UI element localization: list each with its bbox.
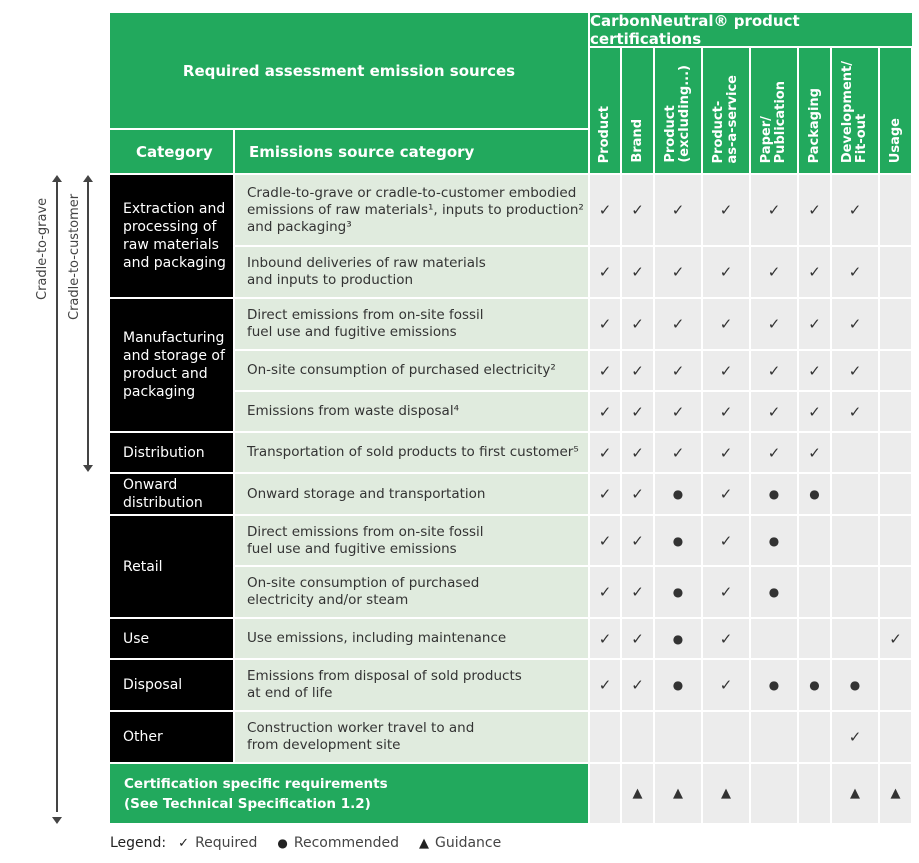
check-icon: ✓ bbox=[719, 263, 733, 281]
emission-source-cell: Cradle-to-grave or cradle-to-customer embodied emissions of raw materials¹, inputs to production² and packaging³ bbox=[235, 175, 588, 245]
matrix-cell bbox=[622, 392, 653, 431]
check-icon: ✓ bbox=[631, 361, 644, 380]
arrow-down-icon bbox=[83, 465, 93, 472]
matrix-cell bbox=[751, 516, 797, 565]
emission-source-cell: Transportation of sold products to first customer⁵ bbox=[235, 433, 588, 472]
check-icon: ✓ bbox=[671, 315, 685, 333]
dot-icon: ● bbox=[672, 631, 684, 646]
matrix-cell bbox=[799, 474, 830, 514]
check-icon: ✓ bbox=[889, 629, 902, 648]
matrix-cell bbox=[880, 619, 911, 658]
matrix-cell bbox=[799, 175, 830, 245]
matrix-cell bbox=[655, 299, 701, 349]
matrix-cell bbox=[751, 619, 797, 658]
check-icon: ✓ bbox=[598, 201, 612, 219]
matrix-cell bbox=[655, 764, 701, 823]
emission-source-cell: Direct emissions from on-site fossil fuel use and fugitive emissions bbox=[235, 516, 588, 565]
matrix-cell bbox=[590, 619, 620, 658]
matrix-cell bbox=[799, 712, 830, 762]
matrix-cell bbox=[799, 516, 830, 565]
matrix-cell bbox=[590, 660, 620, 710]
matrix-cell bbox=[880, 474, 911, 514]
certification-specific-requirements: Certification specific requirements (See Technical Specification 1.2) bbox=[110, 764, 588, 823]
check-icon: ✓ bbox=[631, 485, 644, 503]
matrix-cell bbox=[799, 567, 830, 617]
check-icon: ✓ bbox=[719, 361, 733, 380]
matrix-cell bbox=[655, 660, 701, 710]
matrix-cell bbox=[832, 619, 878, 658]
legend bbox=[110, 832, 530, 854]
matrix-cell bbox=[655, 247, 701, 297]
cert-column-label: Usage bbox=[887, 117, 903, 163]
cert-column-header bbox=[655, 48, 701, 173]
matrix-cell bbox=[703, 433, 749, 472]
matrix-cell bbox=[832, 247, 878, 297]
emission-source-cell: Construction worker travel to and from development site bbox=[235, 712, 588, 762]
check-icon: ✓ bbox=[808, 263, 821, 281]
matrix-cell bbox=[880, 660, 911, 710]
check-icon: ✓ bbox=[767, 443, 781, 462]
cradle-to-customer-label bbox=[64, 185, 84, 320]
triangle-icon: ▲ bbox=[850, 786, 860, 801]
matrix-cell bbox=[880, 433, 911, 472]
legend-item-text: Guidance bbox=[434, 835, 502, 851]
check-icon: ✓ bbox=[598, 443, 612, 462]
matrix-cell bbox=[880, 299, 911, 349]
matrix-cell bbox=[590, 474, 620, 514]
matrix-cell bbox=[751, 474, 797, 514]
category-cell: Other bbox=[110, 712, 233, 762]
matrix-cell bbox=[703, 660, 749, 710]
matrix-cell bbox=[703, 764, 749, 823]
matrix-cell bbox=[655, 392, 701, 431]
dot-icon: ● bbox=[672, 533, 684, 548]
check-icon: ✓ bbox=[719, 583, 733, 601]
matrix-cell bbox=[799, 764, 830, 823]
check-icon: ✓ bbox=[178, 835, 190, 851]
matrix-cell bbox=[622, 433, 653, 472]
matrix-cell bbox=[751, 392, 797, 431]
check-icon: ✓ bbox=[719, 201, 733, 219]
triangle-icon: ▲ bbox=[418, 835, 429, 851]
matrix-cell bbox=[655, 516, 701, 565]
emission-source-cell: On-site consumption of purchased electricity and/or steam bbox=[235, 567, 588, 617]
matrix-cell bbox=[622, 299, 653, 349]
check-icon: ✓ bbox=[848, 361, 862, 380]
matrix-cell bbox=[622, 619, 653, 658]
matrix-cell bbox=[703, 474, 749, 514]
cradle-to-customer-line bbox=[87, 182, 89, 466]
cert-column-header bbox=[622, 48, 653, 173]
legend-item-text: Recommended bbox=[293, 835, 399, 851]
matrix-cell bbox=[799, 351, 830, 390]
emission-source-cell: Onward storage and transportation bbox=[235, 474, 588, 514]
check-icon: ✓ bbox=[671, 201, 685, 219]
cert-column-label: Development/ Fit-out bbox=[840, 60, 869, 163]
matrix-cell bbox=[590, 712, 620, 762]
dot-icon: ● bbox=[768, 533, 780, 548]
category-cell: Extraction and processing of raw materials and packaging bbox=[110, 175, 233, 297]
matrix-cell bbox=[622, 247, 653, 297]
matrix-cell bbox=[751, 764, 797, 823]
matrix-cell bbox=[751, 299, 797, 349]
matrix-cell bbox=[832, 660, 878, 710]
matrix-cell bbox=[832, 764, 878, 823]
check-icon: ✓ bbox=[598, 402, 612, 421]
matrix-cell bbox=[799, 299, 830, 349]
matrix-cell bbox=[703, 392, 749, 431]
cert-column-header bbox=[832, 48, 878, 173]
check-icon: ✓ bbox=[598, 315, 612, 333]
dot-icon: ● bbox=[672, 678, 684, 692]
cert-column-header bbox=[590, 48, 620, 173]
check-icon: ✓ bbox=[767, 402, 781, 421]
check-icon: ✓ bbox=[631, 402, 644, 421]
check-icon: ✓ bbox=[767, 263, 781, 281]
matrix-cell bbox=[655, 175, 701, 245]
matrix-cell bbox=[832, 392, 878, 431]
check-icon: ✓ bbox=[808, 443, 821, 462]
category-cell: Manufacturing and storage of product and packaging bbox=[110, 299, 233, 431]
check-icon: ✓ bbox=[671, 402, 685, 421]
matrix-cell bbox=[880, 764, 911, 823]
header-certifications: CarbonNeutral® product certifications bbox=[590, 13, 912, 46]
emission-source-cell: Emissions from disposal of sold products at end of life bbox=[235, 660, 588, 710]
cradle-to-grave-line bbox=[56, 182, 58, 812]
matrix-cell bbox=[751, 712, 797, 762]
dot-icon: ● bbox=[768, 487, 780, 501]
check-icon: ✓ bbox=[631, 263, 644, 281]
arrow-up-icon bbox=[52, 175, 62, 182]
matrix-cell bbox=[703, 175, 749, 245]
matrix-cell bbox=[832, 299, 878, 349]
matrix-cell bbox=[832, 516, 878, 565]
emission-source-cell: Direct emissions from on-site fossil fuel use and fugitive emissions bbox=[235, 299, 588, 349]
cert-column-label: Product- as-a-service bbox=[711, 74, 740, 163]
check-icon: ✓ bbox=[598, 629, 612, 648]
check-icon: ✓ bbox=[719, 443, 733, 462]
matrix-cell bbox=[655, 433, 701, 472]
cert-column-header bbox=[880, 48, 911, 173]
cert-column-label: Product bbox=[597, 105, 612, 163]
cert-column-header bbox=[799, 48, 830, 173]
check-icon: ✓ bbox=[848, 201, 862, 219]
emission-source-cell: Emissions from waste disposal⁴ bbox=[235, 392, 588, 431]
check-icon: ✓ bbox=[598, 361, 612, 380]
check-icon: ✓ bbox=[598, 531, 612, 550]
check-icon: ✓ bbox=[598, 583, 612, 601]
emission-source-cell: Use emissions, including maintenance bbox=[235, 619, 588, 658]
header-required-sources: Required assessment emission sources bbox=[110, 13, 588, 128]
matrix-cell bbox=[590, 392, 620, 431]
category-cell: Onward distribution bbox=[110, 474, 233, 514]
check-icon: ✓ bbox=[767, 315, 781, 333]
triangle-icon: ▲ bbox=[673, 786, 683, 801]
check-icon: ✓ bbox=[808, 361, 821, 380]
matrix-cell bbox=[622, 567, 653, 617]
matrix-cell bbox=[622, 474, 653, 514]
check-icon: ✓ bbox=[848, 402, 862, 421]
matrix-cell bbox=[832, 712, 878, 762]
matrix-cell bbox=[655, 619, 701, 658]
category-cell: Retail bbox=[110, 516, 233, 617]
legend-label: Legend: bbox=[110, 835, 167, 851]
cert-column-header bbox=[703, 48, 749, 173]
check-icon: ✓ bbox=[719, 402, 733, 421]
check-icon: ✓ bbox=[719, 315, 733, 333]
matrix-cell bbox=[703, 299, 749, 349]
check-icon: ✓ bbox=[631, 629, 644, 648]
matrix-cell bbox=[655, 474, 701, 514]
matrix-cell bbox=[832, 433, 878, 472]
cert-column-label: Packaging bbox=[806, 87, 822, 163]
check-icon: ✓ bbox=[848, 315, 862, 333]
check-icon: ✓ bbox=[598, 263, 612, 281]
matrix-cell bbox=[751, 567, 797, 617]
dot-icon: ● bbox=[768, 585, 780, 599]
triangle-icon: ▲ bbox=[721, 786, 731, 801]
matrix-cell bbox=[703, 351, 749, 390]
matrix-cell bbox=[590, 433, 620, 472]
legend-item-text: Required bbox=[195, 835, 258, 851]
dot-icon: ● bbox=[809, 678, 820, 692]
matrix-cell bbox=[590, 299, 620, 349]
check-icon: ✓ bbox=[767, 361, 781, 380]
check-icon: ✓ bbox=[719, 676, 733, 694]
dot-icon: ● bbox=[849, 678, 861, 692]
check-icon: ✓ bbox=[598, 485, 612, 503]
matrix-cell bbox=[880, 175, 911, 245]
matrix-cell bbox=[590, 175, 620, 245]
check-icon: ✓ bbox=[598, 676, 612, 694]
emission-source-cell: On-site consumption of purchased electricity² bbox=[235, 351, 588, 390]
check-icon: ✓ bbox=[671, 263, 685, 281]
matrix-cell bbox=[622, 351, 653, 390]
check-icon: ✓ bbox=[808, 315, 821, 333]
matrix-cell bbox=[590, 351, 620, 390]
check-icon: ✓ bbox=[767, 201, 781, 219]
dot-icon: ● bbox=[672, 585, 684, 599]
matrix-cell bbox=[880, 516, 911, 565]
matrix-cell bbox=[832, 567, 878, 617]
matrix-cell bbox=[590, 764, 620, 823]
dot-icon: ● bbox=[672, 487, 684, 501]
check-icon: ✓ bbox=[808, 402, 821, 421]
arrow-down-icon bbox=[52, 817, 62, 824]
category-cell: Disposal bbox=[110, 660, 233, 710]
matrix-cell bbox=[880, 567, 911, 617]
header-category: Category bbox=[110, 130, 233, 173]
matrix-cell bbox=[590, 567, 620, 617]
matrix-cell bbox=[751, 660, 797, 710]
matrix-cell bbox=[880, 351, 911, 390]
matrix-cell bbox=[622, 175, 653, 245]
matrix-cell bbox=[622, 660, 653, 710]
category-cell: Use bbox=[110, 619, 233, 658]
cert-column-label: Paper/ Publication bbox=[759, 80, 788, 163]
check-icon: ✓ bbox=[631, 201, 644, 219]
check-icon: ✓ bbox=[631, 531, 644, 550]
triangle-icon: ▲ bbox=[632, 786, 643, 801]
cradle-to-grave-label bbox=[32, 190, 52, 300]
matrix-cell bbox=[590, 247, 620, 297]
matrix-cell bbox=[799, 247, 830, 297]
matrix-cell bbox=[799, 433, 830, 472]
dot-icon: ● bbox=[768, 678, 780, 692]
matrix-cell bbox=[751, 351, 797, 390]
matrix-cell bbox=[751, 247, 797, 297]
matrix-cell bbox=[703, 712, 749, 762]
matrix-cell bbox=[655, 567, 701, 617]
category-cell: Distribution bbox=[110, 433, 233, 472]
matrix-cell bbox=[832, 474, 878, 514]
cradle-to-customer-text: Cradle-to-customer bbox=[66, 193, 82, 320]
check-icon: ✓ bbox=[631, 676, 644, 694]
check-icon: ✓ bbox=[719, 531, 733, 550]
matrix-cell bbox=[622, 516, 653, 565]
check-icon: ✓ bbox=[808, 201, 821, 219]
check-icon: ✓ bbox=[671, 361, 685, 380]
matrix-cell bbox=[751, 175, 797, 245]
matrix-cell bbox=[832, 175, 878, 245]
check-icon: ✓ bbox=[848, 263, 862, 281]
matrix-cell bbox=[703, 567, 749, 617]
matrix-cell bbox=[590, 516, 620, 565]
cert-column-header bbox=[751, 48, 797, 173]
matrix-cell bbox=[751, 433, 797, 472]
check-icon: ✓ bbox=[631, 443, 644, 462]
check-icon: ✓ bbox=[671, 443, 685, 462]
matrix-cell bbox=[622, 712, 653, 762]
matrix-cell bbox=[655, 712, 701, 762]
matrix-cell bbox=[880, 247, 911, 297]
check-icon: ✓ bbox=[631, 583, 644, 601]
triangle-icon: ▲ bbox=[890, 786, 901, 801]
cert-column-label: Product (excluding...) bbox=[663, 65, 692, 163]
matrix-cell bbox=[799, 660, 830, 710]
matrix-cell bbox=[655, 351, 701, 390]
matrix-cell bbox=[880, 392, 911, 431]
dot-icon: ● bbox=[277, 836, 288, 850]
matrix-cell bbox=[622, 764, 653, 823]
cradle-to-grave-text: Cradle-to-grave bbox=[34, 197, 50, 300]
matrix-cell bbox=[703, 619, 749, 658]
matrix-cell bbox=[880, 712, 911, 762]
check-icon: ✓ bbox=[719, 485, 733, 503]
matrix-cell bbox=[703, 247, 749, 297]
matrix-cell bbox=[832, 351, 878, 390]
matrix-cell bbox=[799, 392, 830, 431]
dot-icon: ● bbox=[809, 487, 820, 501]
arrow-up-icon bbox=[83, 175, 93, 182]
cert-column-label: Brand bbox=[629, 119, 645, 163]
check-icon: ✓ bbox=[719, 629, 733, 648]
check-icon: ✓ bbox=[848, 728, 862, 746]
emission-source-cell: Inbound deliveries of raw materials and inputs to production bbox=[235, 247, 588, 297]
matrix-cell bbox=[799, 619, 830, 658]
matrix-cell bbox=[703, 516, 749, 565]
header-emissions-source: Emissions source category bbox=[235, 130, 588, 173]
check-icon: ✓ bbox=[631, 315, 644, 333]
